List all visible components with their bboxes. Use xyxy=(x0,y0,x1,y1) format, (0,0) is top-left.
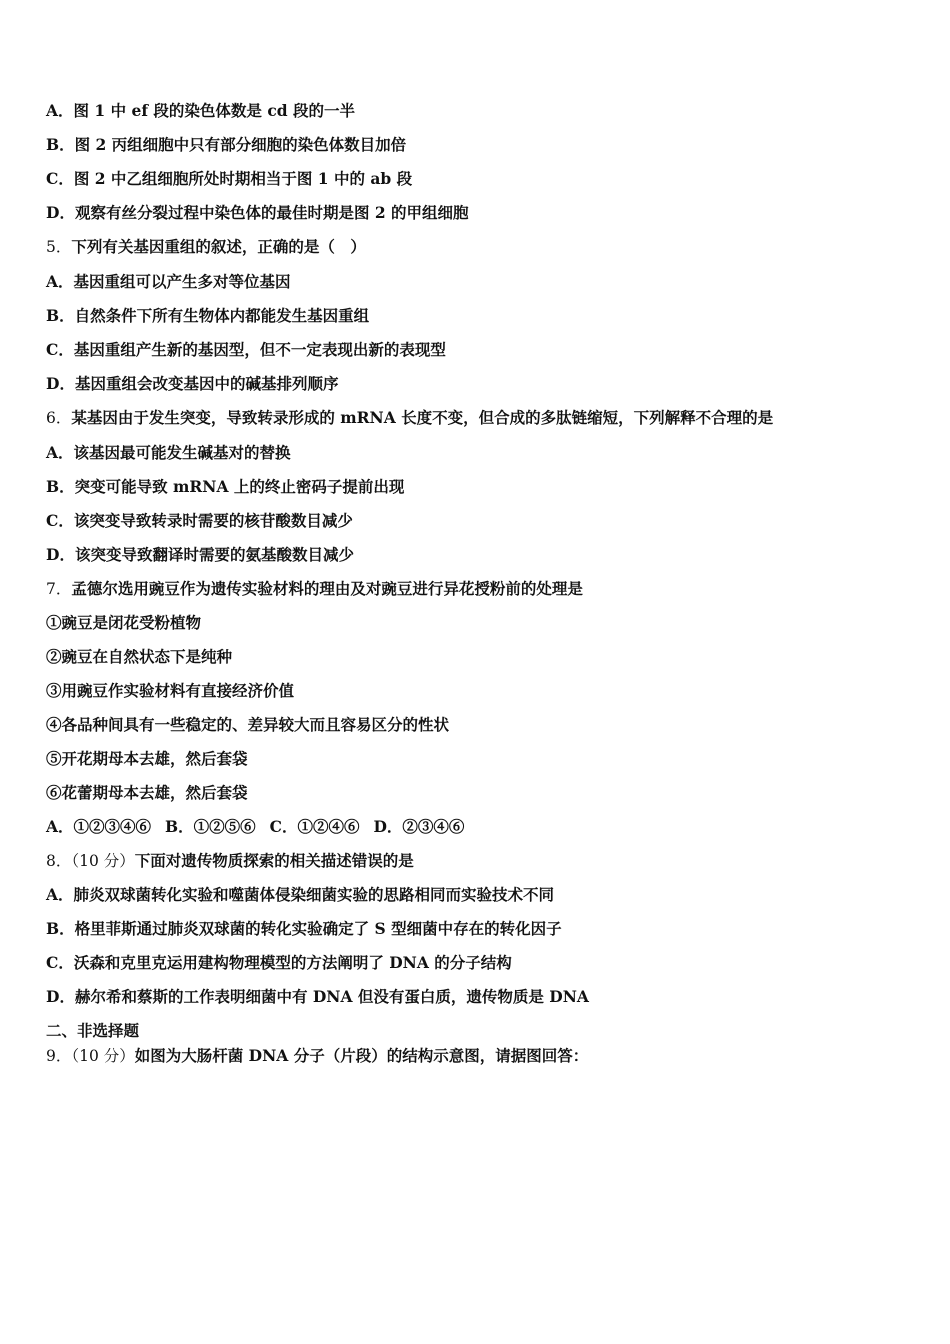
q8-stem-line xyxy=(46,851,414,871)
q6-option-c: C．该突变导致转录时需要的核苷酸数目减少 xyxy=(46,511,353,530)
q9-stem-line xyxy=(46,1046,588,1066)
q7-item-6: ⑥花蕾期母本去雄，然后套袋 xyxy=(46,783,248,802)
q4-option-b: B．图 2 丙组细胞中只有部分细胞的染色体数目加倍 xyxy=(46,135,407,154)
q6-number: 6． xyxy=(46,409,72,427)
q8-option-d: D．赫尔希和蔡斯的工作表明细菌中有 DNA 但没有蛋白质，遗传物质是 DNA xyxy=(46,987,589,1006)
q8-stem: 下面对遗传物质探索的相关描述错误的是 xyxy=(134,851,414,870)
q7-option-a: A．①②③④⑥ xyxy=(46,817,152,836)
q9-number: 9．（10 分） xyxy=(46,1047,135,1065)
q7-option-b: B．①②⑤⑥ xyxy=(165,817,256,836)
q6-option-d: D．该突变导致翻译时需要的氨基酸数目减少 xyxy=(46,545,354,564)
q7-item-1: ①豌豆是闭花受粉植物 xyxy=(46,613,202,632)
q7-option-d: D．②③④⑥ xyxy=(373,817,465,836)
section-title: 二、非选择题 xyxy=(46,1021,140,1040)
q6-stem-line xyxy=(46,408,773,428)
q4-option-c: C．图 2 中乙组细胞所处时期相当于图 1 中的 ab 段 xyxy=(46,169,413,188)
q5-option-b: B．自然条件下所有生物体内都能发生基因重组 xyxy=(46,306,370,325)
q7-item-2: ②豌豆在自然状态下是纯种 xyxy=(46,647,233,666)
q9-stem: 如图为大肠杆菌 DNA 分子（片段）的结构示意图，请据图回答： xyxy=(134,1046,589,1065)
q5-option-c: C．基因重组产生新的基因型，但不一定表现出新的表现型 xyxy=(46,340,446,359)
q8-option-b: B．格里菲斯通过肺炎双球菌的转化实验确定了 S 型细菌中存在的转化因子 xyxy=(46,919,562,938)
q5-stem: 下列有关基因重组的叙述，正确的是（ ） xyxy=(71,237,366,256)
q7-item-3: ③用豌豆作实验材料有直接经济价值 xyxy=(46,681,295,700)
q5-option-a: A．基因重组可以产生多对等位基因 xyxy=(46,272,291,291)
q8-number: 8．（10 分） xyxy=(46,852,135,870)
q7-item-5: ⑤开花期母本去雄，然后套袋 xyxy=(46,749,248,768)
q8-option-a: A．肺炎双球菌转化实验和噬菌体侵染细菌实验的思路相同而实验技术不同 xyxy=(46,885,555,904)
q7-options-row xyxy=(46,817,478,837)
q5-number: 5． xyxy=(46,238,72,256)
q5-stem-line xyxy=(46,237,366,257)
q7-option-c: C．①②④⑥ xyxy=(269,817,360,836)
q7-number: 7． xyxy=(46,580,72,598)
q4-option-a: A．图 1 中 ef 段的染色体数是 cd 段的一半 xyxy=(46,101,355,120)
q4-option-d: D．观察有丝分裂过程中染色体的最佳时期是图 2 的甲组细胞 xyxy=(46,203,469,222)
q7-item-4: ④各品种间具有一些稳定的、差异较大而且容易区分的性状 xyxy=(46,715,450,734)
q6-option-a: A．该基因最可能发生碱基对的替换 xyxy=(46,443,291,462)
q7-stem-line xyxy=(46,579,583,599)
q5-option-d: D．基因重组会改变基因中的碱基排列顺序 xyxy=(46,374,339,393)
q6-option-b: B．突变可能导致 mRNA 上的终止密码子提前出现 xyxy=(46,477,405,496)
q6-stem: 某基因由于发生突变，导致转录形成的 mRNA 长度不变，但合成的多肽链缩短，下列解释不合理的是 xyxy=(71,408,774,427)
q8-option-c: C．沃森和克里克运用建构物理模型的方法阐明了 DNA 的分子结构 xyxy=(46,953,512,972)
q7-stem: 孟德尔选用豌豆作为遗传实验材料的理由及对豌豆进行异花授粉前的处理是 xyxy=(71,579,583,598)
